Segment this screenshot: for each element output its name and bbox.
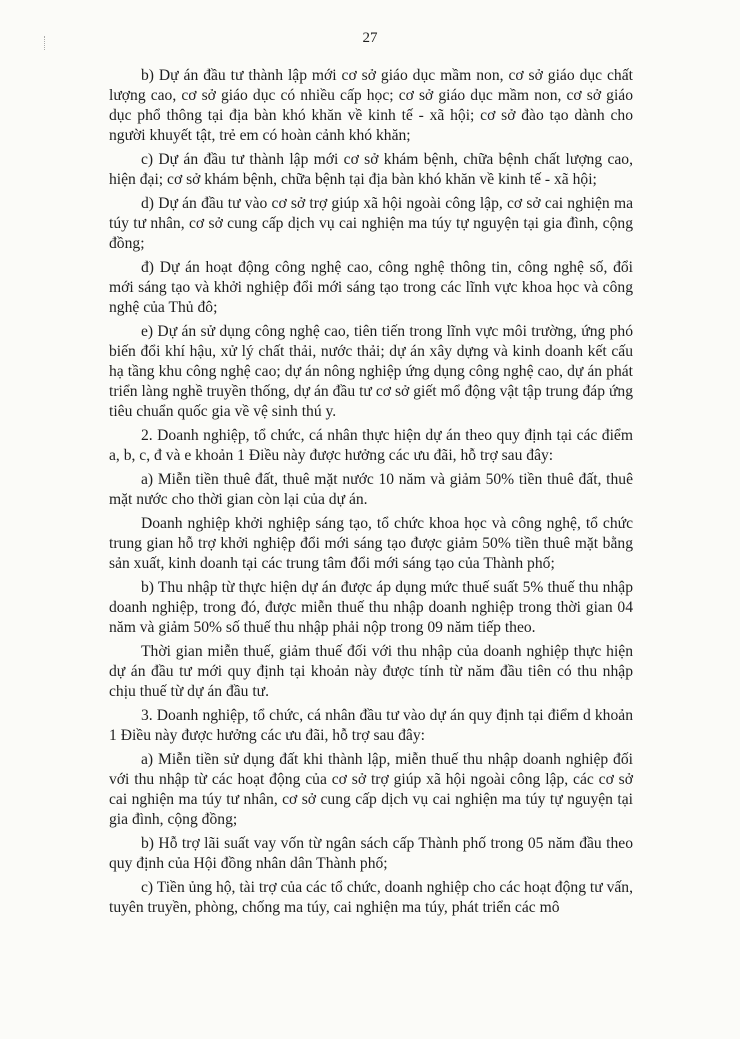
paragraph: c) Dự án đầu tư thành lập mới cơ sở khám bệnh, chữa bệnh chất lượng cao, hiện đại; cơ sở khám bệnh, chữa bệnh tại địa bàn khó khăn về kinh tế - xã hội; (109, 151, 633, 188)
paragraph: d) Dự án đầu tư vào cơ sở trợ giúp xã hội ngoài công lập, cơ sở cai nghiện ma túy tư nhân, cơ sở cung cấp dịch vụ cai nghiện ma túy tự nguyện tại gia đình, cộng đồng; (109, 195, 633, 252)
paragraph: Doanh nghiệp khởi nghiệp sáng tạo, tổ chức khoa học và công nghệ, tổ chức trung gian hỗ trợ khởi nghiệp đổi mới sáng tạo được giảm 50% tiền thuê mặt bằng sản xuất, kinh doanh tại các trung tâm đổi mới sáng tạo của Thành phố; (109, 515, 633, 572)
page-number: 27 (362, 30, 378, 46)
paragraph: 3. Doanh nghiệp, tổ chức, cá nhân đầu tư vào dự án quy định tại điểm d khoản 1 Điều này được hưởng các ưu đãi, hỗ trợ sau đây: (109, 707, 633, 744)
paragraph: a) Miễn tiền thuê đất, thuê mặt nước 10 năm và giảm 50% tiền thuê đất, thuê mặt nước cho thời gian còn lại của dự án. (109, 471, 633, 508)
paragraph: b) Hỗ trợ lãi suất vay vốn từ ngân sách cấp Thành phố trong 05 năm đầu theo quy định của Hội đồng nhân dân Thành phố; (109, 835, 633, 872)
paragraph: 2. Doanh nghiệp, tổ chức, cá nhân thực hiện dự án theo quy định tại các điểm a, b, c, đ và e khoản 1 Điều này được hưởng các ưu đãi, hỗ trợ sau đây: (109, 427, 633, 464)
paragraph: đ) Dự án hoạt động công nghệ cao, công nghệ thông tin, công nghệ số, đổi mới sáng tạo và khởi nghiệp đổi mới sáng tạo trong các lĩnh vực khoa học và công nghệ của Thủ đô; (109, 259, 633, 316)
paragraph: b) Dự án đầu tư thành lập mới cơ sở giáo dục mầm non, cơ sở giáo dục chất lượng cao, cơ sở giáo dục có nhiều cấp học; cơ sở giáo dục mầm non, cơ sở giáo dục phổ thông tại địa bàn khó khăn về kinh tế - xã hội; cơ sở đào tạo dành cho người khuyết tật, trẻ em có hoàn cảnh khó khăn; (109, 67, 633, 144)
document-body (109, 66, 633, 922)
paragraph: a) Miễn tiền sử dụng đất khi thành lập, miễn thuế thu nhập doanh nghiệp đối với thu nhập từ các hoạt động của cơ sở trợ giúp xã hội ngoài công lập, các cơ sở cai nghiện ma túy tư nhân, cơ sở cung cấp dịch vụ cai nghiện ma túy tự nguyện tại gia đình, cộng đồng; (109, 751, 633, 828)
paragraph: c) Tiền ủng hộ, tài trợ của các tổ chức, doanh nghiệp cho các hoạt động tư vấn, tuyên truyền, phòng, chống ma túy, cai nghiện ma túy, phát triển các mô (109, 879, 633, 916)
paragraph: Thời gian miễn thuế, giảm thuế đối với thu nhập của doanh nghiệp thực hiện dự án đầu tư mới quy định tại khoản này được tính từ năm đầu tiên có thu nhập chịu thuế từ dự án đầu tư. (109, 643, 633, 700)
paragraph: b) Thu nhập từ thực hiện dự án được áp dụng mức thuế suất 5% thuế thu nhập doanh nghiệp, trong đó, được miễn thuế thu nhập doanh nghiệp trong thời gian 04 năm và giảm 50% số thuế thu nhập phải nộp trong 09 năm tiếp theo. (109, 579, 633, 636)
paragraph: e) Dự án sử dụng công nghệ cao, tiên tiến trong lĩnh vực môi trường, ứng phó biến đổi khí hậu, xử lý chất thải, nước thải; dự án xây dựng và kinh doanh kết cấu hạ tầng khu công nghệ cao; dự án nông nghiệp ứng dụng công nghệ cao, dự án phát triển làng nghề truyền thống, dự án đầu tư cơ sở giết mổ động vật tập trung đáp ứng tiêu chuẩn quốc gia về vệ sinh thú y. (109, 323, 633, 420)
